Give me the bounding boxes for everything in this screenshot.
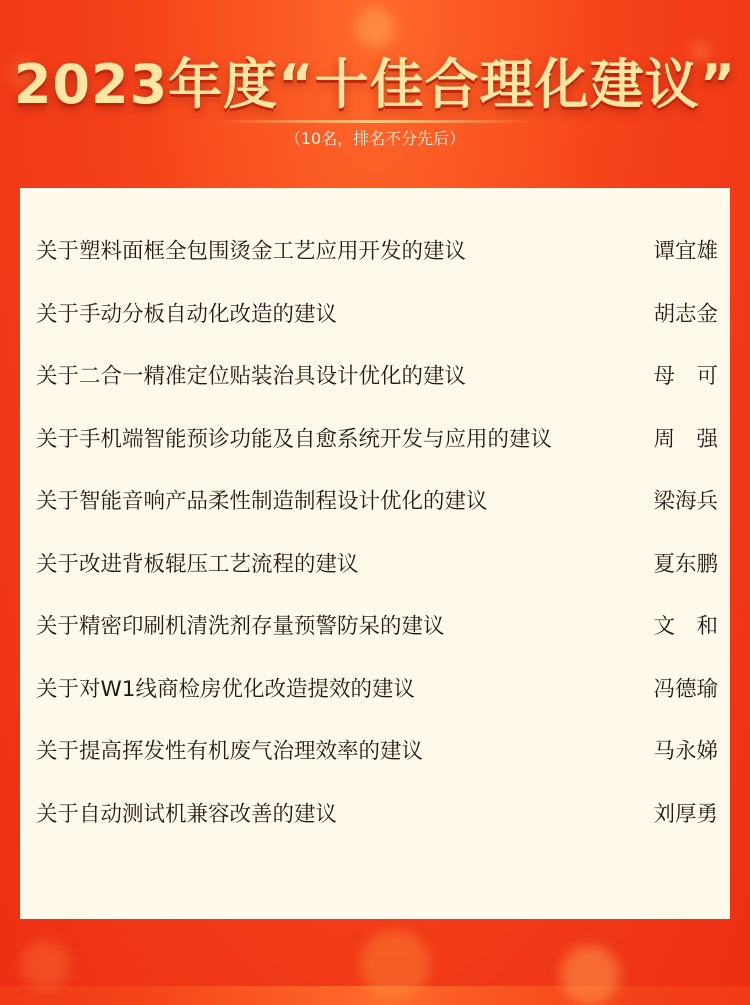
proposer-name: 刘厚勇 bbox=[653, 801, 718, 827]
suggestion-title: 关于手机端智能预诊功能及自愈系统开发与应用的建议 bbox=[36, 426, 553, 452]
suggestion-title: 关于塑料面框全包围烫金工艺应用开发的建议 bbox=[36, 239, 467, 264]
list-item bbox=[20, 343, 730, 406]
proposer-name: 胡志金 bbox=[653, 301, 718, 327]
list-item bbox=[20, 406, 730, 469]
suggestion-title: 关于精密印刷机清洗剂存量预警防呆的建议 bbox=[36, 614, 445, 639]
list-item bbox=[20, 218, 730, 281]
suggestion-title: 关于改进背板辊压工艺流程的建议 bbox=[36, 551, 359, 577]
page-subtitle: （10名，排名不分先后） bbox=[284, 129, 466, 148]
suggestion-title: 关于自动测试机兼容改善的建议 bbox=[36, 801, 338, 827]
suggestion-title: 关于提高挥发性有机废气治理效率的建议 bbox=[36, 739, 424, 764]
suggestion-title: 关于手动分板自动化改造的建议 bbox=[36, 301, 338, 327]
suggestion-list-card bbox=[20, 188, 730, 919]
proposer-name: 周 强 bbox=[653, 426, 718, 452]
suggestion-title: 关于二合一精准定位贴装治具设计优化的建议 bbox=[36, 364, 467, 389]
list-item bbox=[20, 718, 730, 781]
proposer-name: 冯德瑜 bbox=[653, 676, 718, 702]
list-item bbox=[20, 281, 730, 344]
list-item bbox=[20, 781, 730, 844]
list-item bbox=[20, 531, 730, 594]
title-underline bbox=[215, 120, 535, 123]
proposer-name: 梁海兵 bbox=[653, 489, 718, 514]
proposer-name: 马永娣 bbox=[653, 739, 718, 764]
proposer-name: 母 可 bbox=[653, 364, 718, 389]
page-title: 2023年度“十佳合理化建议” bbox=[13, 53, 737, 116]
decorative-glow bbox=[560, 945, 620, 1005]
decorative-glow bbox=[20, 940, 70, 990]
suggestion-title: 关于智能音响产品柔性制造制程设计优化的建议 bbox=[36, 489, 488, 514]
proposer-name: 夏东鹏 bbox=[653, 551, 718, 577]
list-item bbox=[20, 468, 730, 531]
list-item bbox=[20, 593, 730, 656]
suggestion-list bbox=[20, 218, 730, 843]
proposer-name: 谭宜雄 bbox=[653, 239, 718, 264]
page-header bbox=[0, 0, 750, 190]
list-item bbox=[20, 656, 730, 719]
proposer-name: 文 和 bbox=[653, 614, 718, 639]
decorative-glow bbox=[360, 930, 430, 1000]
suggestion-title: 关于对W1线商检房优化改造提效的建议 bbox=[36, 676, 415, 702]
